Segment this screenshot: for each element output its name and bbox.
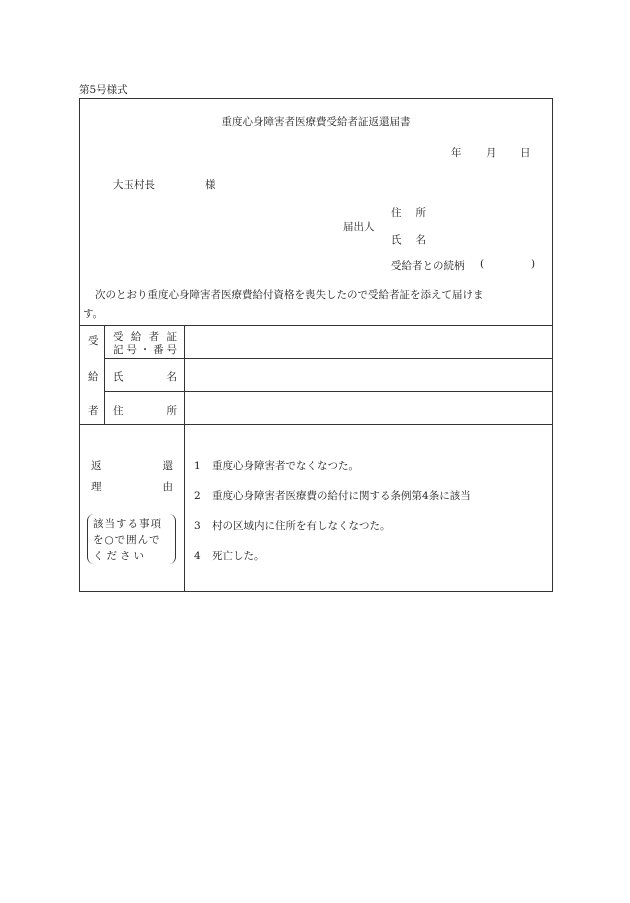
char: 住 [391,207,402,219]
addressee-honorific: 様 [205,179,216,191]
recipient-row-line-2 [104,391,553,392]
recipient-bottom-line [79,424,553,425]
relationship-paren-open: ( [480,258,485,270]
date-month-label: 月 [486,147,497,159]
char: ・ [139,344,151,356]
label-col-line [184,325,185,592]
reason-option [194,458,359,473]
char: 給 [130,331,142,343]
recipient-name-label [113,369,177,384]
return-reason-label-line-2 [91,479,173,494]
reason-number: 3 [194,520,201,532]
recipient-vertical-char-2: 給 [88,371,99,383]
char: 名 [166,371,177,383]
reason-text: 重度心身障害者医療費の給付に関する条例第4条に該当 [212,490,471,502]
recipient-vertical-char-1: 受 [88,335,99,347]
char: 記 [113,344,124,356]
page-title: 重度心身障害者医療費受給者証返還届書 [221,116,411,128]
reason-number: 4 [194,550,201,562]
char: 返 [91,460,102,472]
char: 番 [153,344,164,356]
reason-text: 村の区域内に住所を有しなくなつた。 [212,520,391,532]
addressee-name: 大玉村長 [113,179,155,191]
char: 号 [166,344,177,356]
char: 証 [166,331,177,343]
char: 氏 [113,371,124,383]
char: 還 [162,460,173,472]
reason-option [194,548,265,563]
note-line-3: ください [93,550,147,562]
recipient-vertical-char-3: 者 [88,405,99,417]
reason-text: 死亡した。 [212,550,265,562]
form-number: 第5号様式 [79,84,128,96]
date-year-label: 年 [451,147,462,159]
recipient-address-label [113,403,177,418]
relationship-paren-close: ) [531,258,536,270]
reason-text: 重度心身障害者でなくなつた。 [212,460,360,472]
recipient-row-line-1 [104,358,553,359]
reason-number: 1 [194,460,201,472]
reason-number: 2 [194,490,201,502]
notifier-name-label [391,232,426,247]
char: 受 [113,331,124,343]
char: 理 [91,481,102,493]
notifier-label: 届出人 [343,221,375,233]
char: 号 [126,344,137,356]
reason-option [194,488,471,503]
return-reason-label-line-1 [91,458,173,473]
char: 所 [415,207,426,219]
recipient-top-line [79,325,553,326]
char: 由 [162,481,173,493]
relationship-label: 受給者との続柄 [391,260,465,272]
reason-option [194,518,391,533]
char: 氏 [391,234,402,246]
char: 者 [148,331,160,343]
date-day-label: 日 [520,147,531,159]
cert-label-line-2 [113,342,177,357]
char: 所 [166,405,177,417]
notifier-address-label [391,205,426,220]
note-line-1: 該当する事項 [93,518,162,530]
recipient-col-line-1 [104,325,105,424]
note-line-2: を○で囲んで [93,534,161,546]
statement-line-2: す。 [83,308,104,320]
statement-line-1: 次のとおり重度心身障害者医療費給付資格を喪失したので受給者証を添えて届けま [95,289,484,301]
char: 名 [415,234,426,246]
char: 住 [113,405,124,417]
